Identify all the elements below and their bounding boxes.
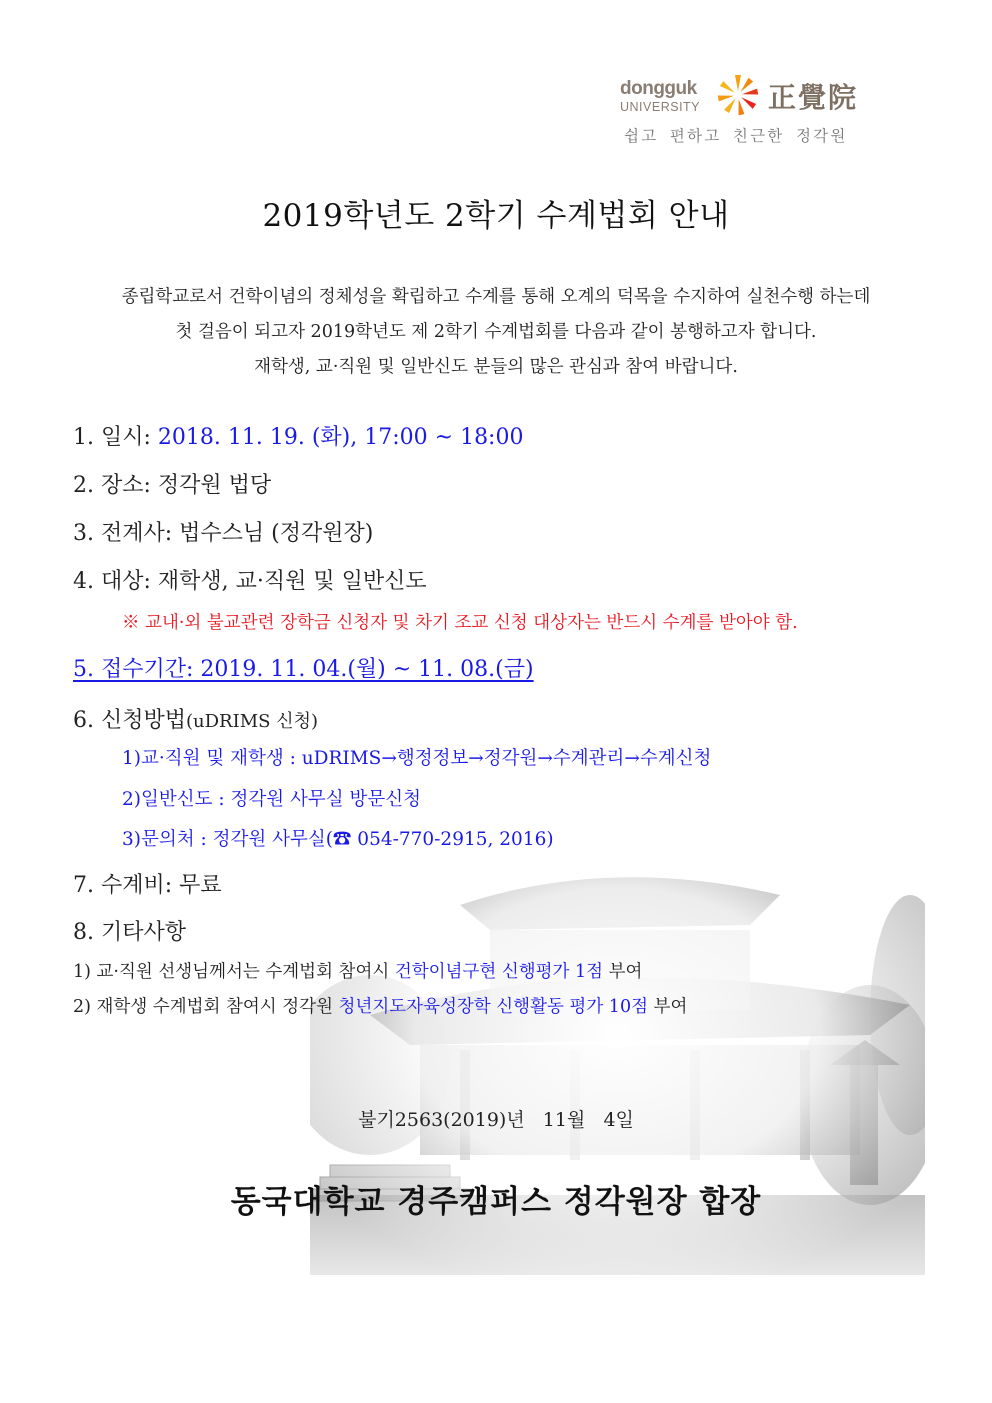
intro-line: 재학생, 교·직원 및 일반신도 분들의 많은 관심과 참여 바랍니다. [254, 357, 738, 377]
item-place [73, 468, 271, 499]
place-label: 2. 장소: [73, 473, 158, 498]
schedule-value: 2018. 11. 19. (화), 17:00 ~ 18:00 [157, 425, 524, 450]
etc-highlight: 청년지도자육성장학 신행활동 평가 10점 [338, 997, 648, 1017]
schedule-label: 1. 일시: [73, 425, 158, 450]
target-note: ※ 교내·외 불교관련 장학금 신청자 및 차기 조교 신청 대상자는 반드시 수계를 받아야 함. [122, 613, 798, 633]
intro-line: 종립학교로서 건학이념의 정체성을 확립하고 수계를 통해 오계의 덕목을 수지하여 실천수행 하는데 [121, 287, 871, 307]
method-line: 2)일반신도 : 정각원 사무실 방문신청 [122, 789, 421, 810]
logo-slogan: 쉽고 편하고 친근한 정각원 [624, 127, 848, 145]
method-line: 1)교·직원 및 재학생 : uDRIMS→행정정보→정각원→수계관리→수계신청 [122, 748, 712, 769]
fee-value: 무료 [179, 873, 222, 898]
target-label: 4. 대상: [73, 569, 158, 594]
method-label-suffix: (uDRIMS 신청) [186, 711, 318, 732]
preceptor-label: 3. 전계사: [73, 521, 180, 546]
logo-wordmark-sub: UNIVERSITY [620, 100, 701, 114]
logo-wordmark: dongguk [620, 78, 697, 99]
item-method [73, 703, 318, 734]
item-preceptor [73, 516, 373, 547]
method-label: 6. 신청방법 [73, 708, 186, 733]
preceptor-value: 법수스님 (정각원장) [179, 521, 374, 546]
item-schedule [73, 420, 523, 451]
issue-date: 불기2563(2019)년 11월 4일 [358, 1109, 634, 1131]
intro-paragraph [40, 280, 952, 385]
place-value: 정각원 법당 [157, 473, 272, 498]
intro-line: 첫 걸음이 되고자 2019학년도 제 2학기 수계법회를 다음과 같이 봉행하고자 합니다. [175, 322, 817, 342]
fee-label: 7. 수계비: [73, 873, 180, 898]
etc-line-1: 1) 교·직원 선생님께서는 수계법회 참여시 건학이념구현 신행평가 1점 부여 [73, 962, 643, 982]
method-line: 3)문의처 : 정각원 사무실(☎ 054-770-2915, 2016) [122, 829, 554, 850]
etc-line-2: 2) 재학생 수계법회 참여시 정각원 청년지도자육성장학 신행활동 평가 10점 부여 [73, 997, 688, 1017]
page-title: 2019학년도 2학기 수계법회 안내 [262, 198, 730, 234]
etc-highlight: 건학이념구현 신행평가 1점 [394, 962, 604, 982]
dongguk-jeonggakwon-logo [620, 72, 890, 152]
item-target [73, 564, 427, 595]
item-registration: 5. 접수기간: 2019. 11. 04.(월) ~ 11. 08.(금) [73, 657, 534, 682]
lotus-sun-icon [716, 72, 762, 118]
signature: 동국대학교 경주캠퍼스 정각원장 합장 [230, 1184, 762, 1220]
logo-hanja: 正覺院 [768, 81, 859, 114]
item-etc: 8. 기타사항 [73, 920, 186, 945]
item-fee [73, 868, 222, 899]
target-value: 재학생, 교·직원 및 일반신도 [157, 569, 427, 594]
